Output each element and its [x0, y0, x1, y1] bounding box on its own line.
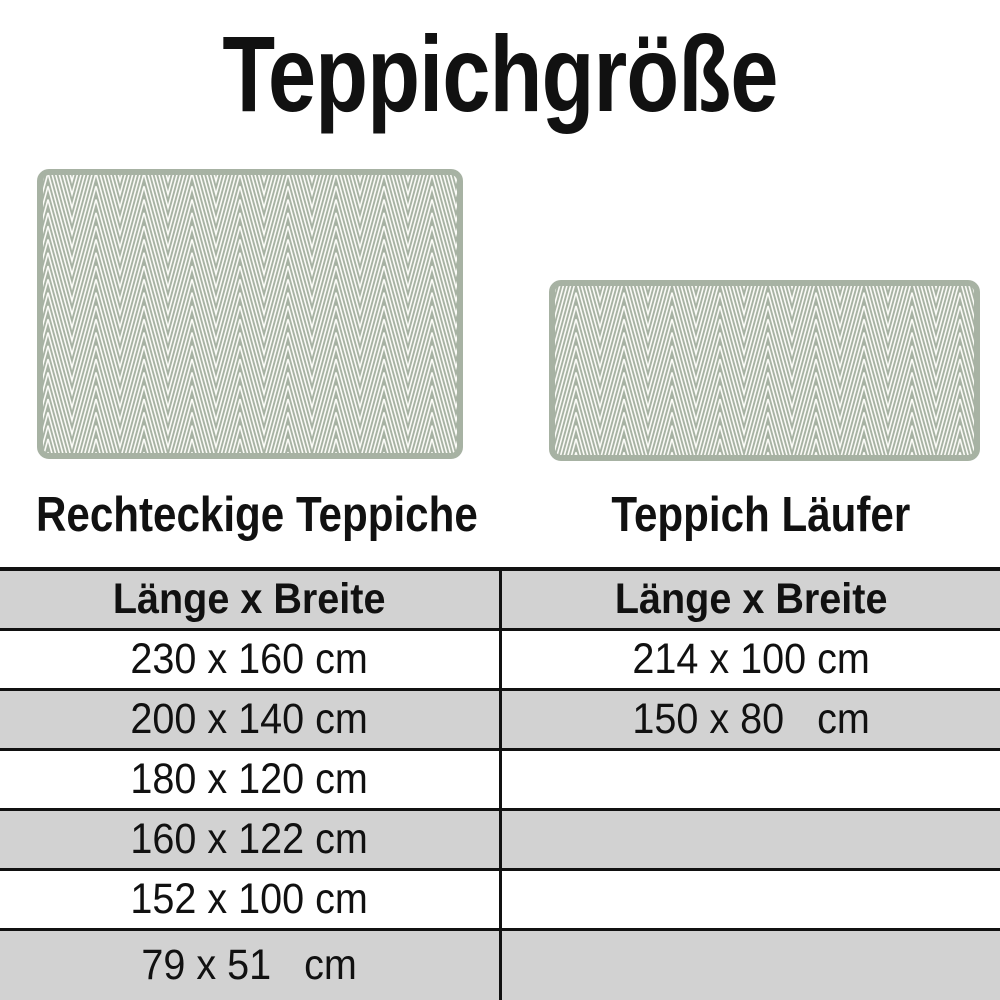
- size-cell: 180 x 120 cm: [0, 751, 502, 808]
- size-cell: 200 x 140 cm: [0, 691, 502, 748]
- table-header-row: [0, 571, 1000, 631]
- size-cell: 79 x 51 cm: [0, 931, 502, 1000]
- size-cell: 230 x 160 cm: [0, 631, 502, 688]
- header-cell-rectangular: Länge x Breite: [0, 571, 502, 628]
- runner-rug-image: [552, 283, 977, 458]
- size-cell: [502, 751, 1000, 808]
- size-cell: [502, 811, 1000, 868]
- table-row: [0, 871, 1000, 931]
- size-cell: 160 x 122 cm: [0, 811, 502, 868]
- size-cell: [502, 931, 1000, 1000]
- size-table: [0, 567, 1000, 1000]
- table-row: [0, 811, 1000, 871]
- size-cell: 214 x 100 cm: [631, 635, 870, 683]
- size-cell: 152 x 100 cm: [0, 871, 502, 928]
- table-row: [0, 691, 1000, 751]
- table-row: [0, 631, 1000, 691]
- rectangular-rug-image: [40, 172, 460, 456]
- runner-rug-label: Teppich Läufer: [611, 488, 911, 542]
- table-row: [0, 751, 1000, 811]
- header-cell-runner: Länge x Breite: [614, 575, 888, 623]
- size-cell: [502, 871, 1000, 928]
- page-title-text: Teppichgröße: [222, 13, 778, 134]
- table-row: [0, 931, 1000, 1000]
- rectangular-rug-label: Rechteckige Teppiche: [35, 488, 478, 542]
- size-cell: 150 x 80 cm: [631, 695, 870, 743]
